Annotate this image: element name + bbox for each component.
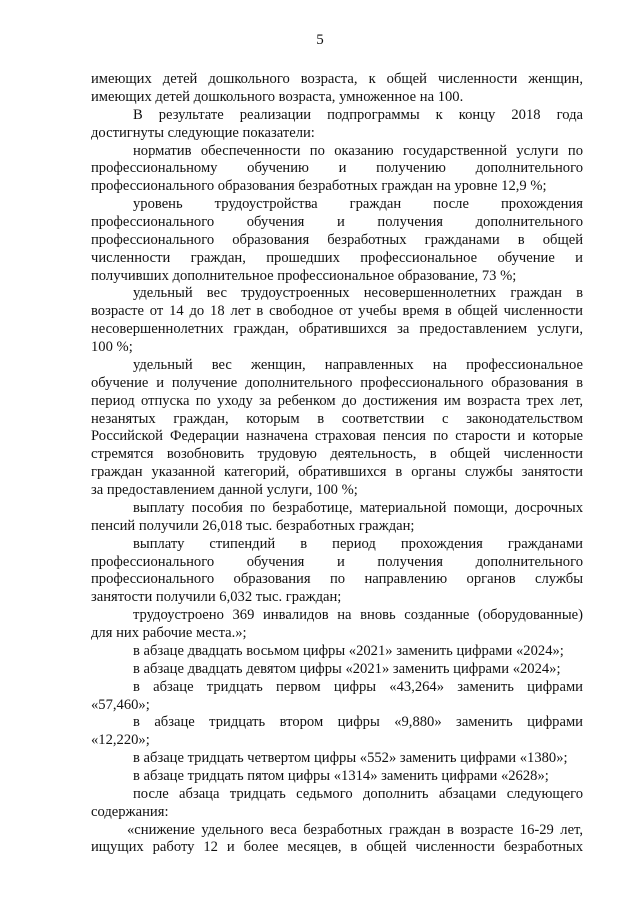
- text-line: имеющих детей дошкольного возраста, умноженное на 100.: [91, 88, 464, 105]
- text-line: достигнуты следующие показатели:: [91, 124, 315, 141]
- text-line: удельный вес женщин, направленных на профессиональное: [133, 356, 583, 373]
- text-line: норматив обеспеченности по оказанию государственной услуги по: [133, 142, 583, 159]
- text-line: обучение и получение дополнительного профессионального образования в: [91, 374, 583, 391]
- text-line: в абзаце тридцать первом цифры «43,264» заменить цифрами: [133, 678, 583, 695]
- text-line: выплату стипендий в период прохождения гражданами: [133, 535, 583, 552]
- text-line: численности граждан, прошедших профессиональное обучение и: [91, 249, 583, 266]
- text-line: для них рабочие места.»;: [91, 625, 247, 641]
- text-line: в абзаце тридцать пятом цифры «1314» заменить цифрами «2628»;: [133, 767, 549, 784]
- text-line: содержания:: [91, 803, 169, 820]
- text-line: период отпуска по уходу за ребенком до достижения им возраста трех лет,: [91, 392, 583, 409]
- text-line: «12,220»;: [91, 732, 150, 749]
- text-line: за предоставлением данной услуги, 100 %;: [91, 482, 358, 498]
- text-line: «снижение удельного веса безработных граждан в возрасте 16-29 лет,: [127, 821, 583, 838]
- text-line: граждан указанной категорий, обратившихся в органы службы занятости: [91, 464, 583, 481]
- text-line: профессионального образования безработных граждан на уровне 12,9 %;: [91, 178, 547, 195]
- text-line: Российской Федерации назначена страховая пенсия по старости и которые: [91, 428, 583, 445]
- text-line: в абзаце тридцать втором цифры «9,880» заменить цифрами: [133, 714, 583, 731]
- text-line: ищущих работу 12 и более месяцев, в общей численности безработных: [91, 839, 583, 856]
- text-line: профессионального обучения и получения дополнительного: [91, 214, 583, 230]
- page-number: 5: [316, 32, 324, 48]
- text-line: стремятся возобновить трудовую деятельность, в общей численности: [91, 446, 583, 463]
- text-line: занятости получили 6,032 тыс. граждан;: [91, 589, 342, 606]
- text-line: в абзаце тридцать четвертом цифры «552» заменить цифрами «1380»;: [133, 750, 568, 767]
- text-line: имеющих детей дошкольного возраста, к общей численности женщин,: [91, 71, 583, 87]
- text-line: пенсий получили 26,018 тыс. безработных граждан;: [91, 517, 415, 534]
- text-line: незанятых граждан, которым в соответствии с законодательством: [91, 410, 583, 427]
- text-line: выплату пособия по безработице, материальной помощи, досрочных: [133, 499, 583, 516]
- text-line: 100 %;: [91, 339, 133, 356]
- text-line: удельный вес трудоустроенных несовершеннолетних граждан в: [133, 285, 583, 302]
- text-line: В результате реализации подпрограммы к концу 2018 года: [133, 106, 583, 123]
- text-line: после абзаца тридцать седьмого дополнить абзацами следующего: [133, 785, 583, 802]
- text-line: профессионального образования безработных гражданами в общей: [91, 231, 583, 248]
- text-line: профессионального обучения и получения дополнительного: [91, 553, 583, 570]
- text-line: возрасте от 14 до 18 лет в свободное от учебы время в общей численности: [91, 303, 583, 320]
- text-line: профессиональному обучению и получению дополнительного: [91, 160, 583, 177]
- text-line: «57,460»;: [91, 696, 150, 713]
- text-line: в абзаце двадцать восьмом цифры «2021» заменить цифрами «2024»;: [133, 642, 564, 659]
- text-line: трудоустроено 369 инвалидов на вновь созданные (оборудованные): [133, 607, 583, 624]
- text-line: получивших дополнительное профессиональное образование, 73 %;: [91, 267, 517, 284]
- text-line: несовершеннолетних граждан, обратившихся за предоставлением услуги,: [91, 321, 583, 338]
- text-line: профессионального образования по направлению органов службы: [91, 571, 583, 588]
- text-line: в абзаце двадцать девятом цифры «2021» заменить цифрами «2024»;: [133, 660, 561, 677]
- text-line: уровень трудоустройства граждан после прохождения: [133, 196, 583, 213]
